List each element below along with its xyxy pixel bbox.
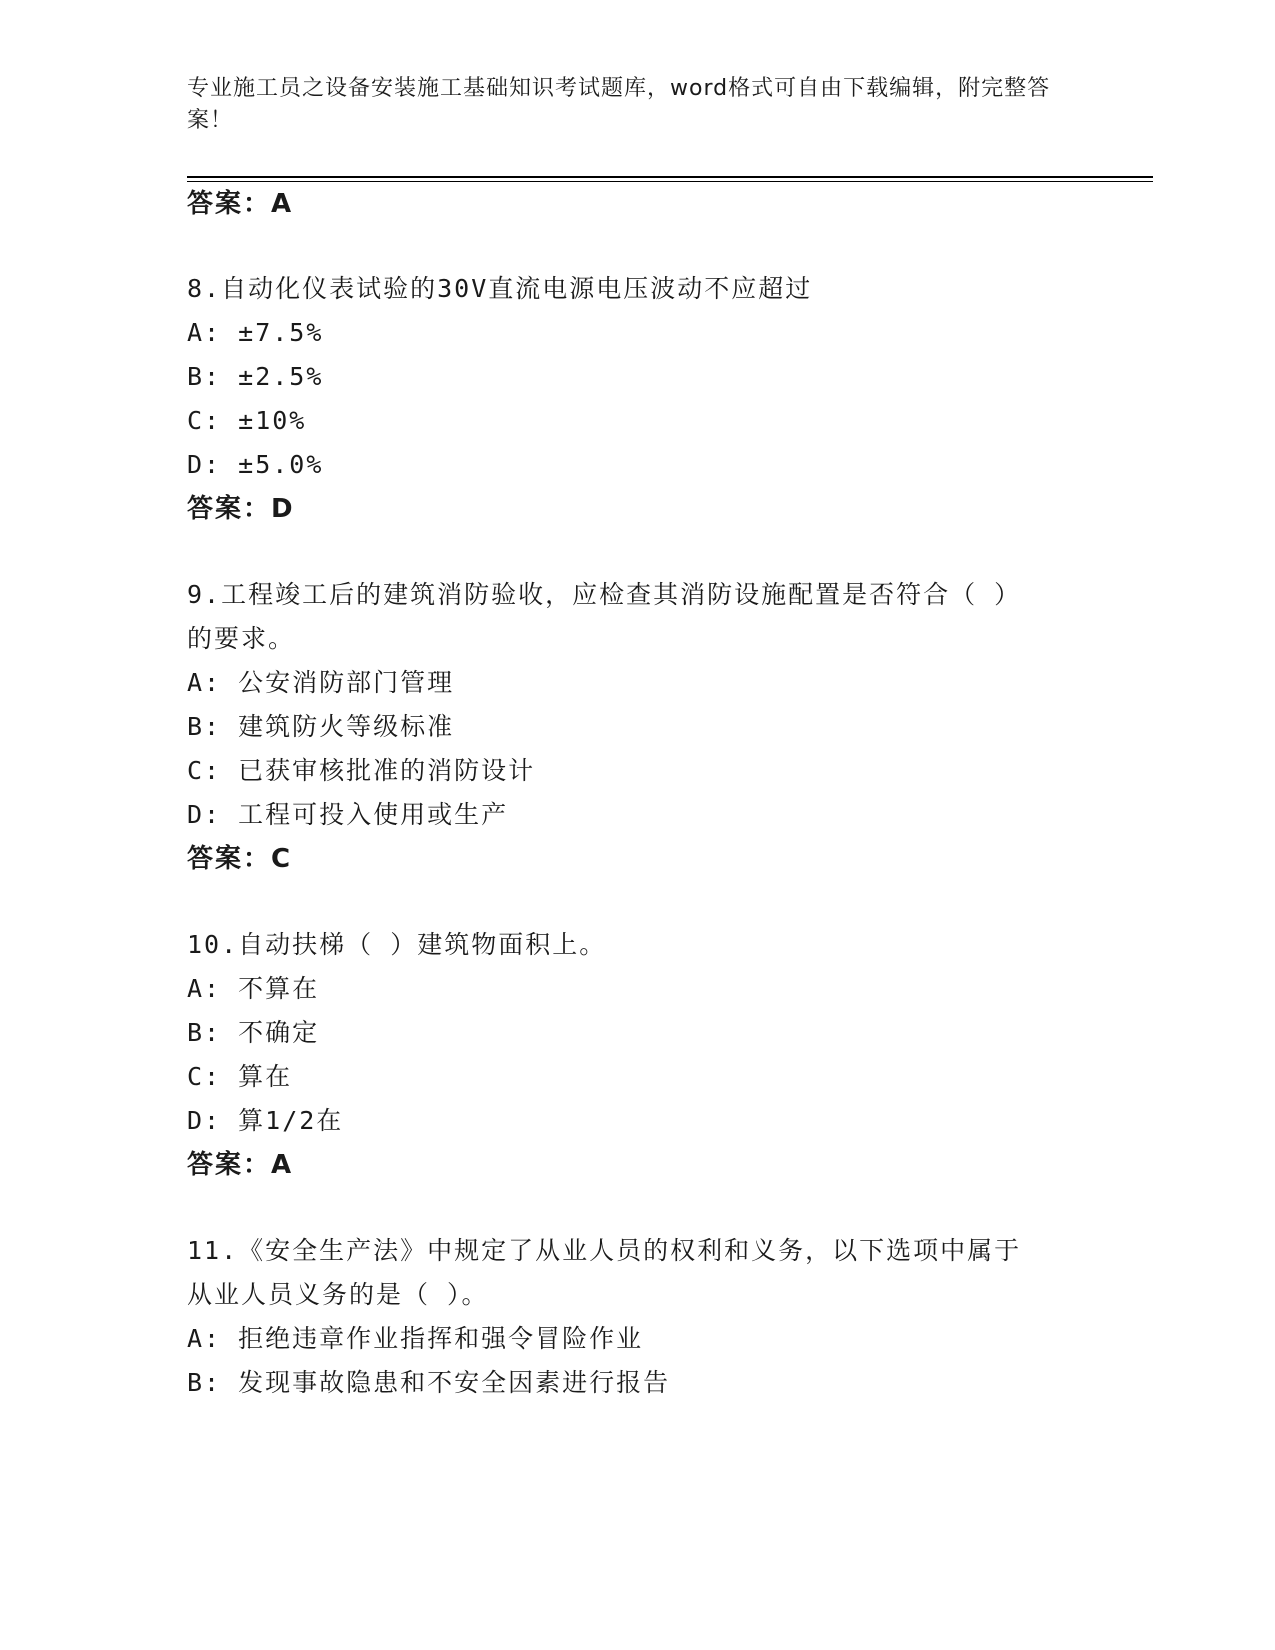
q9-option-c: C: 已获审核批准的消防设计 [187, 756, 536, 785]
q11-option-a: A: 拒绝违章作业指挥和强令冒险作业 [187, 1324, 644, 1353]
q8-option-d: D: ±5.0% [187, 450, 324, 479]
q11-question-line1: 11.《安全生产法》中规定了从业人员的权利和义务，以下选项中属于 [187, 1236, 1022, 1265]
q7-answer: 答案：A [187, 189, 294, 219]
q11-question-line2: 从业人员义务的是（ ）。 [187, 1280, 489, 1309]
q9-answer: 答案：C [187, 844, 293, 874]
q8-option-c: C: ±10% [187, 406, 307, 435]
q10-answer: 答案：A [187, 1150, 294, 1180]
q8-option-a: A: ±7.5% [187, 318, 324, 347]
q10-option-d: D: 算1/2在 [187, 1106, 344, 1135]
q9-option-b: B: 建筑防火等级标准 [187, 712, 455, 741]
q9-option-d: D: 工程可投入使用或生产 [187, 800, 509, 829]
q10-question: 10.自动扶梯（ ）建筑物面积上。 [187, 930, 607, 959]
q10-option-a: A: 不算在 [187, 974, 320, 1003]
q8-option-b: B: ±2.5% [187, 362, 324, 391]
header-divider-thick [187, 176, 1153, 178]
document-header: 专业施工员之设备安装施工基础知识考试题库，word格式可自由下载编辑，附完整答案！ [187, 76, 1051, 133]
q10-option-b: B: 不确定 [187, 1018, 320, 1047]
q9-question-line1: 9.工程竣工后的建筑消防验收，应检查其消防设施配置是否符合（ ） [187, 580, 1022, 609]
q11-option-b: B: 发现事故隐患和不安全因素进行报告 [187, 1368, 671, 1397]
q9-question-line2: 的要求。 [187, 624, 296, 653]
q8-question: 8.自动化仪表试验的30V直流电源电压波动不应超过 [187, 274, 813, 303]
q9-option-a: A: 公安消防部门管理 [187, 668, 455, 697]
q8-answer: 答案：D [187, 494, 295, 524]
header-divider-thin [187, 181, 1153, 182]
q10-option-c: C: 算在 [187, 1062, 293, 1091]
